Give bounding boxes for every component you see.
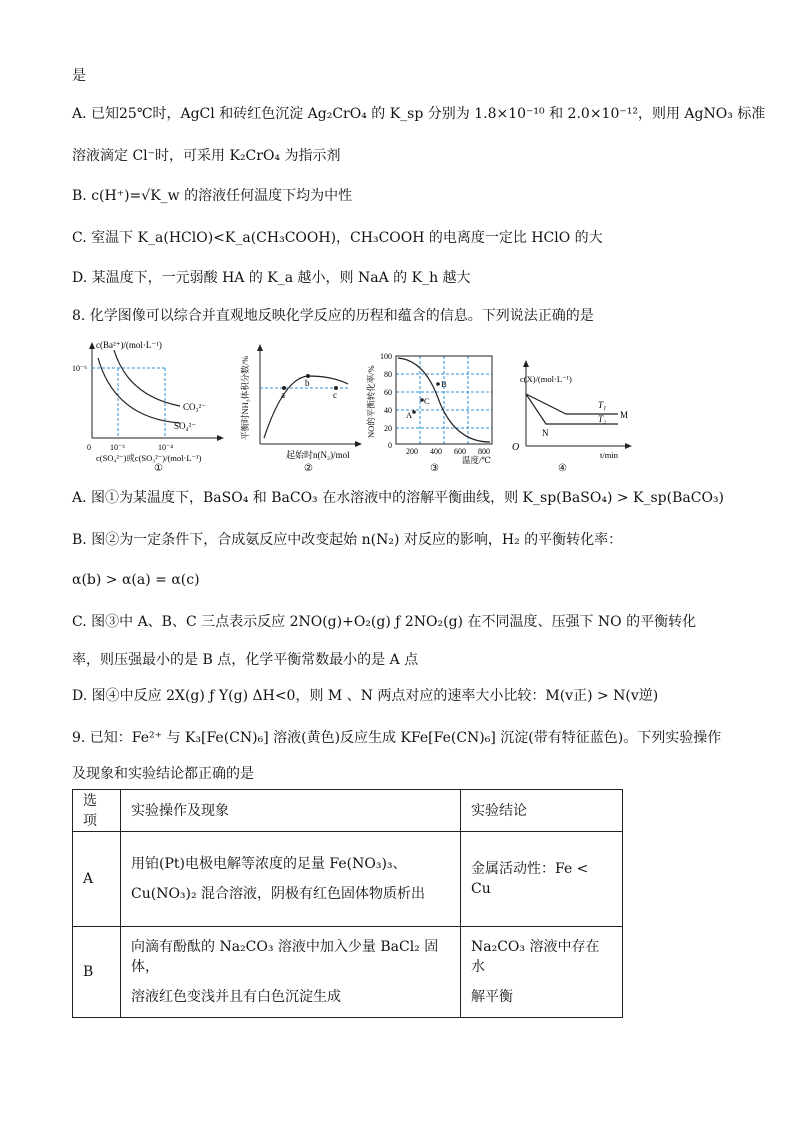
q8-option-c-line2: 率，则压强最小的是 B 点，化学平衡常数最小的是 A 点 [72, 652, 419, 668]
row-b-conclusion [461, 927, 623, 1018]
fig3-xtick-400: 400 [430, 447, 442, 456]
q9-table [72, 789, 623, 1018]
fig4-label-m: M [620, 410, 629, 420]
row-b-operation [121, 927, 461, 1018]
fig2-label-a: a [281, 390, 285, 400]
fig4-ylabel: c(X)/(mol·L⁻¹) [520, 374, 572, 384]
header-option: 选项 [73, 790, 121, 832]
figure-1-solubility-curves [70, 338, 230, 473]
q7-option-d: D. 某温度下，一元弱酸 HA 的 K_a 越小，则 NaA 的 K_h 越大 [72, 270, 471, 286]
fig3-ytick-0: 0 [388, 441, 392, 450]
fig2-number: ② [304, 463, 313, 473]
q9-stem-line2: 及现象和实验结论都正确的是 [72, 766, 254, 782]
row-a-conclusion-line1: 金属活动性：Fe < Cu [471, 861, 589, 897]
fig3-ytick-20: 20 [384, 424, 392, 433]
fig3-ytick-60: 60 [384, 388, 392, 397]
fig3-label-c: C [424, 396, 430, 406]
row-b-conclusion-line2: 解平衡 [471, 989, 513, 1005]
table-header-row [73, 790, 623, 832]
fig2-label-b: b [305, 378, 310, 388]
fig3-grid [396, 356, 492, 444]
table-row [73, 832, 623, 927]
fig3-label-b: B [441, 379, 447, 389]
fig4-label-t2: T₂ [598, 414, 607, 424]
fig3-xlabel: 温度/℃ [462, 455, 491, 465]
row-a-operation-line1: 用铂(Pt)电极电解等浓度的足量 Fe(NO₃)₃、 [131, 856, 407, 872]
q8-option-a: A. 图①为某温度下，BaSO₄ 和 BaCO₃ 在水溶液中的溶解平衡曲线，则 K_sp(BaSO₄) > K_sp(BaCO₃) [72, 490, 725, 506]
q8-option-c-line1: C. 图③中 A、B、C 三点表示反应 2NO(g)+O₂(g) ƒ 2NO₂(g) 在不同温度、压强下 NO 的平衡转化 [72, 614, 697, 630]
q7-stem-tail: 是 [72, 68, 86, 84]
row-b-option: B [73, 927, 121, 1018]
fig1-ytick: 10⁻⁶ [72, 364, 88, 373]
fig3-point-a [412, 410, 416, 414]
header-operation: 实验操作及现象 [121, 790, 461, 832]
fig3-xtick-200: 200 [406, 447, 418, 456]
fig3-xtick-800: 800 [478, 447, 490, 456]
fig3-ytick-40: 40 [384, 406, 392, 415]
q7-option-a-line1: A. 已知25℃时，AgCl 和砖红色沉淀 Ag₂CrO₄ 的 K_sp 分别为 1.8×10⁻¹⁰ 和 2.0×10⁻¹²，则用 AgNO₃ 标准 [72, 106, 766, 122]
fig3-point-b [436, 382, 440, 386]
figure-2-ammonia-fraction [236, 338, 366, 473]
fig1-curve-label-so4: SO₄²⁻ [174, 421, 197, 431]
fig1-origin: 0 [87, 443, 91, 452]
fig3-ylabel: NO的平衡转化率/% [366, 365, 376, 438]
fig1-number: ① [154, 463, 163, 473]
fig3-xtick-600: 600 [454, 447, 466, 456]
fig3-ytick-100: 100 [380, 352, 392, 361]
fig3-curve [398, 358, 490, 442]
q8-option-d: D. 图④中反应 2X(g) ƒ Y(g) ΔH<0，则 M 、N 两点对应的速率大小比较：M(v正) > N(v逆) [72, 688, 659, 704]
fig1-xtick-2: 10⁻⁴ [158, 443, 174, 452]
q7-option-b: B. c(H⁺)=√K_w 的溶液任何温度下均为中性 [72, 188, 353, 204]
fig2-label-c: c [333, 390, 337, 400]
fig4-xlabel: t/min [600, 450, 618, 460]
fig4-origin: O [512, 442, 520, 453]
q7-option-a-line2: 溶液滴定 Cl⁻时，可采用 K₂CrO₄ 为指示剂 [72, 148, 341, 164]
row-a-conclusion [461, 832, 623, 927]
fig4-label-n: N [542, 428, 549, 438]
fig1-xlabel: c(SO₄²⁻)或c(SO₃²⁻)/(mol·L⁻¹) [96, 453, 202, 463]
header-conclusion: 实验结论 [461, 790, 623, 832]
row-a-operation-line2: Cu(NO₃)₂ 混合溶液，阴极有红色固体物质析出 [131, 886, 426, 902]
fig1-curve-label-co3: CO₃²⁻ [183, 402, 207, 412]
q9-stem-line1: 9. 已知：Fe²⁺ 与 K₃[Fe(CN)₆] 溶液(黄色)反应生成 KFe[Fe(CN)₆] 沉淀(带有特征蓝色)。下列实验操作 [72, 730, 722, 746]
row-b-operation-line1: 向滴有酚酞的 Na₂CO₃ 溶液中加入少量 BaCl₂ 固体， [131, 939, 439, 975]
q7-option-c: C. 室温下 K_a(HClO)<K_a(CH₃COOH)，CH₃COOH 的电离度一定比 HClO 的大 [72, 230, 603, 246]
fig3-label-a: A [406, 410, 413, 420]
fig1-curve-co3 [114, 350, 180, 406]
fig3-ytick-80: 80 [384, 370, 392, 379]
figure-3-no-conversion [364, 338, 504, 473]
row-b-operation-line2: 溶液红色变浅并且有白色沉淀生成 [131, 989, 341, 1005]
q8-stem: 8. 化学图像可以综合并直观地反映化学反应的历程和蕴含的信息。下列说法正确的是 [72, 308, 594, 324]
fig2-xlabel: 起始时n(N₂)/mol [286, 450, 350, 460]
fig4-label-t1: T₁ [598, 400, 607, 410]
fig3-number: ③ [430, 463, 439, 473]
q8-option-b-line1: B. 图②为一定条件下，合成氨反应中改变起始 n(N₂) 对反应的影响，H₂ 的平衡转化率： [72, 532, 623, 548]
row-a-operation [121, 832, 461, 927]
fig2-ylabel: 平衡时NH₃体积分数/% [240, 355, 250, 440]
figure-4-concentration-time [506, 338, 636, 473]
table-row [73, 927, 623, 1018]
fig4-number: ④ [558, 463, 567, 473]
row-b-conclusion-line1: Na₂CO₃ 溶液中存在水 [471, 939, 600, 975]
fig1-xtick-1: 10⁻³ [110, 443, 125, 452]
fig1-ylabel: c(Ba²⁺)/(mol·L⁻¹) [96, 340, 162, 350]
q8-option-b-line2: α(b) > α(a) = α(c) [72, 572, 200, 588]
row-a-option: A [73, 832, 121, 927]
